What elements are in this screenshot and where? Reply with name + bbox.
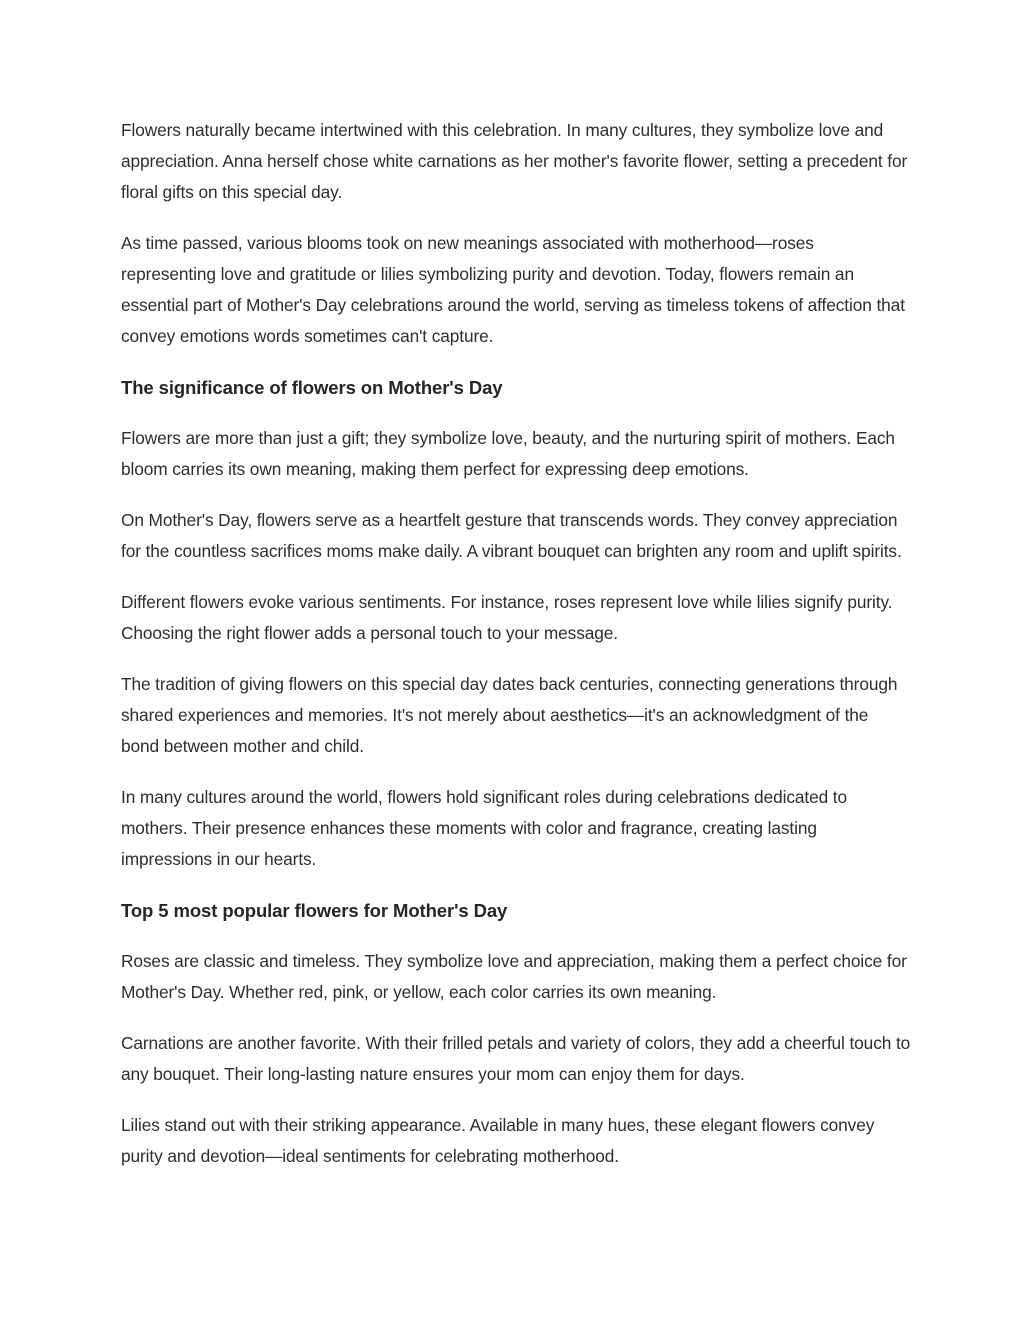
significance-heading: The significance of flowers on Mother's Day [121, 377, 503, 398]
significance-paragraph-5: In many cultures around the world, flowers hold significant roles during celebrations dedicated to mothers. Their presence enhances these moments with color and fragrance, creating lasting impressions in our hearts. [121, 787, 848, 869]
intro-paragraph-2: As time passed, various blooms took on new meanings associated with motherhood—roses representing love and gratitude or lilies symbolizing purity and devotion. Today, flowers remain an essential part of Mother's Day celebrations around the world, serving as timeless tokens of affection that convey emotions words sometimes can't capture. [121, 233, 905, 346]
intro-paragraph-1: Flowers naturally became intertwined with this celebration. In many cultures, they symbolize love and appreciation. Anna herself chose white carnations as her mother's favorite flower, setting a precedent for floral gifts on this special day. [121, 120, 908, 202]
top5-paragraph-carnations: Carnations are another favorite. With their frilled petals and variety of colors, they add a cheerful touch to any bouquet. Their long-lasting nature ensures your mom can enjoy them for days. [121, 1033, 911, 1084]
article-body [121, 115, 911, 1192]
significance-paragraph-2: On Mother's Day, flowers serve as a heartfelt gesture that transcends words. They convey appreciation for the countless sacrifices moms make daily. A vibrant bouquet can brighten any room and uplift spirits. [121, 510, 902, 561]
significance-paragraph-4: The tradition of giving flowers on this special day dates back centuries, connecting generations through shared experiences and memories. It's not merely about aesthetics—it's an acknowledgment of the bond between mother and child. [121, 674, 898, 756]
top5-paragraph-roses: Roses are classic and timeless. They symbolize love and appreciation, making them a perfect choice for Mother's Day. Whether red, pink, or yellow, each color carries its own meaning. [121, 951, 907, 1002]
top5-heading: Top 5 most popular flowers for Mother's Day [121, 900, 508, 921]
significance-paragraph-1: Flowers are more than just a gift; they symbolize love, beauty, and the nurturing spirit of mothers. Each bloom carries its own meaning, making them perfect for expressing deep emotions. [121, 428, 895, 479]
significance-paragraph-3: Different flowers evoke various sentiments. For instance, roses represent love while lilies signify purity. Choosing the right flower adds a personal touch to your message. [121, 592, 893, 643]
top5-paragraph-lilies: Lilies stand out with their striking appearance. Available in many hues, these elegant flowers convey purity and devotion—ideal sentiments for celebrating motherhood. [121, 1115, 875, 1166]
